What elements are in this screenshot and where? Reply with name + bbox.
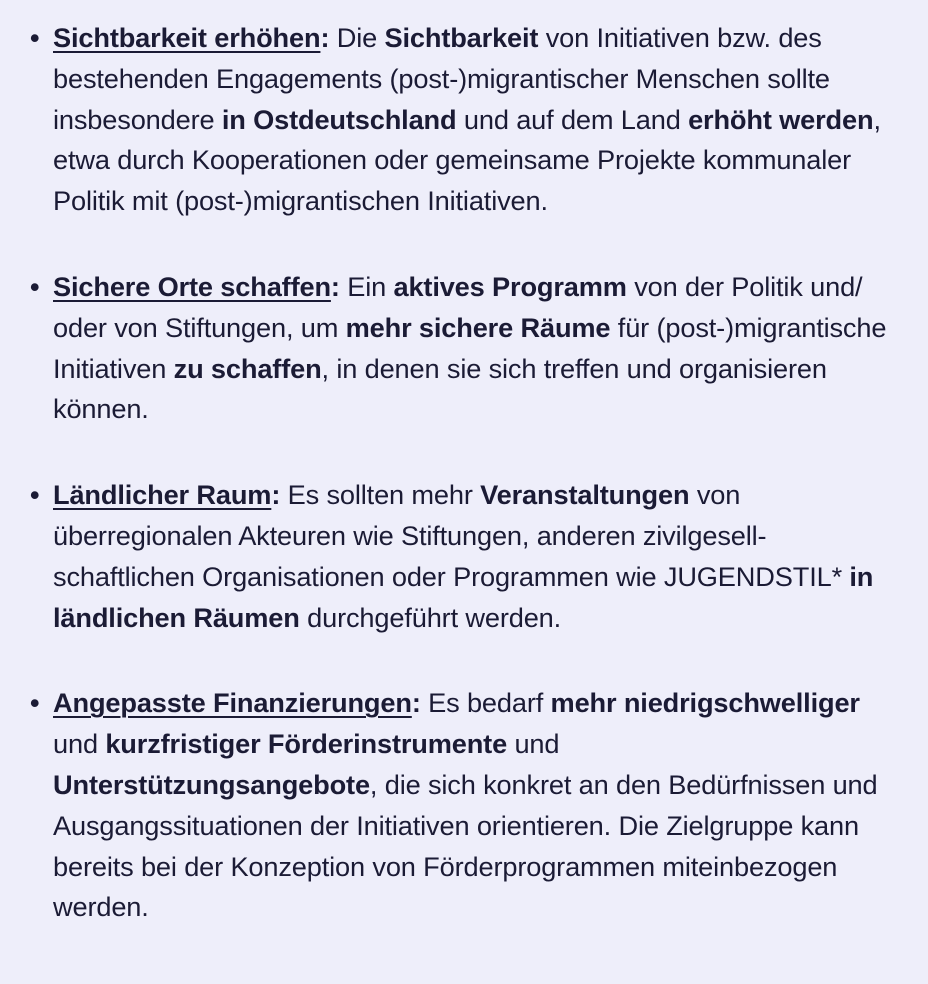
item-heading: Ländlicher Raum <box>53 479 272 511</box>
body-text: und auf dem Land <box>456 103 689 135</box>
body-text: , in denen sie sich treffen und organisieren können. <box>53 352 827 425</box>
item-heading: Angepasste Finanzierungen <box>53 687 412 719</box>
body-text: von der Politik und/ oder von Stiftungen, um <box>53 270 863 343</box>
list-item <box>30 683 888 928</box>
bullet-icon: • <box>30 687 40 719</box>
body-text: von Initiativen bzw. des bestehenden Engagements (post-)migrantischer Menschen sollte insbesondere <box>53 22 830 135</box>
emphasis-text: Veranstaltungen <box>480 479 690 511</box>
emphasis-text: Unterstützungsangebote <box>53 768 370 800</box>
body-text: von überregionalen Akteuren wie Stiftungen, anderen zivilgesellschaftlichen Organisationen oder Programmen wie JUGENDSTIL* <box>53 479 850 592</box>
body-text: und <box>507 728 560 760</box>
emphasis-text: Sichtbarkeit <box>384 22 539 53</box>
heading-colon: : <box>330 270 340 302</box>
body-text: Es bedarf <box>420 687 551 719</box>
emphasis-text: erhöht werden <box>688 103 874 135</box>
emphasis-text: mehr sichere Räume <box>345 311 611 343</box>
body-text: , die sich konkret an den Bedürfnissen und Ausgangssituationen der Initiativen orientieren. Die Zielgruppe kann bereits bei der Konzeption von Förderprogrammen miteinbezogen werden. <box>53 768 878 923</box>
emphasis-text: in Ostdeutschland <box>221 103 457 135</box>
emphasis-text: in ländlichen Räumen <box>53 560 874 633</box>
body-text: durchgeführt werden. <box>299 601 562 633</box>
heading-colon: : <box>320 22 330 53</box>
heading-colon: : <box>411 687 421 719</box>
body-text: Es sollten mehr <box>280 479 481 511</box>
emphasis-text: zu schaffen <box>173 352 322 384</box>
emphasis-text: mehr niedrigschwelliger <box>550 687 860 719</box>
heading-colon: : <box>271 479 281 511</box>
list-item <box>30 18 888 222</box>
bullet-icon: • <box>30 22 40 53</box>
body-text: , etwa durch Kooperationen oder gemeinsame Projekte kommunaler Politik mit (post-)migrantischen Initiativen. <box>53 103 881 217</box>
list-item <box>30 475 888 638</box>
body-text: für (post-)migrantische Initiativen <box>53 311 887 384</box>
body-text: und <box>53 728 106 760</box>
body-text: Die <box>329 22 385 53</box>
emphasis-text: kurzfristiger Förderinstrumente <box>105 728 508 760</box>
recommendation-list <box>30 18 888 928</box>
emphasis-text: aktives Programm <box>393 270 627 302</box>
body-text: Ein <box>339 270 394 302</box>
item-heading: Sichtbarkeit erhöhen <box>53 22 321 53</box>
list-item <box>30 267 888 430</box>
item-heading: Sichere Orte schaffen <box>53 270 331 302</box>
bullet-icon: • <box>30 479 40 511</box>
bullet-icon: • <box>30 270 40 302</box>
